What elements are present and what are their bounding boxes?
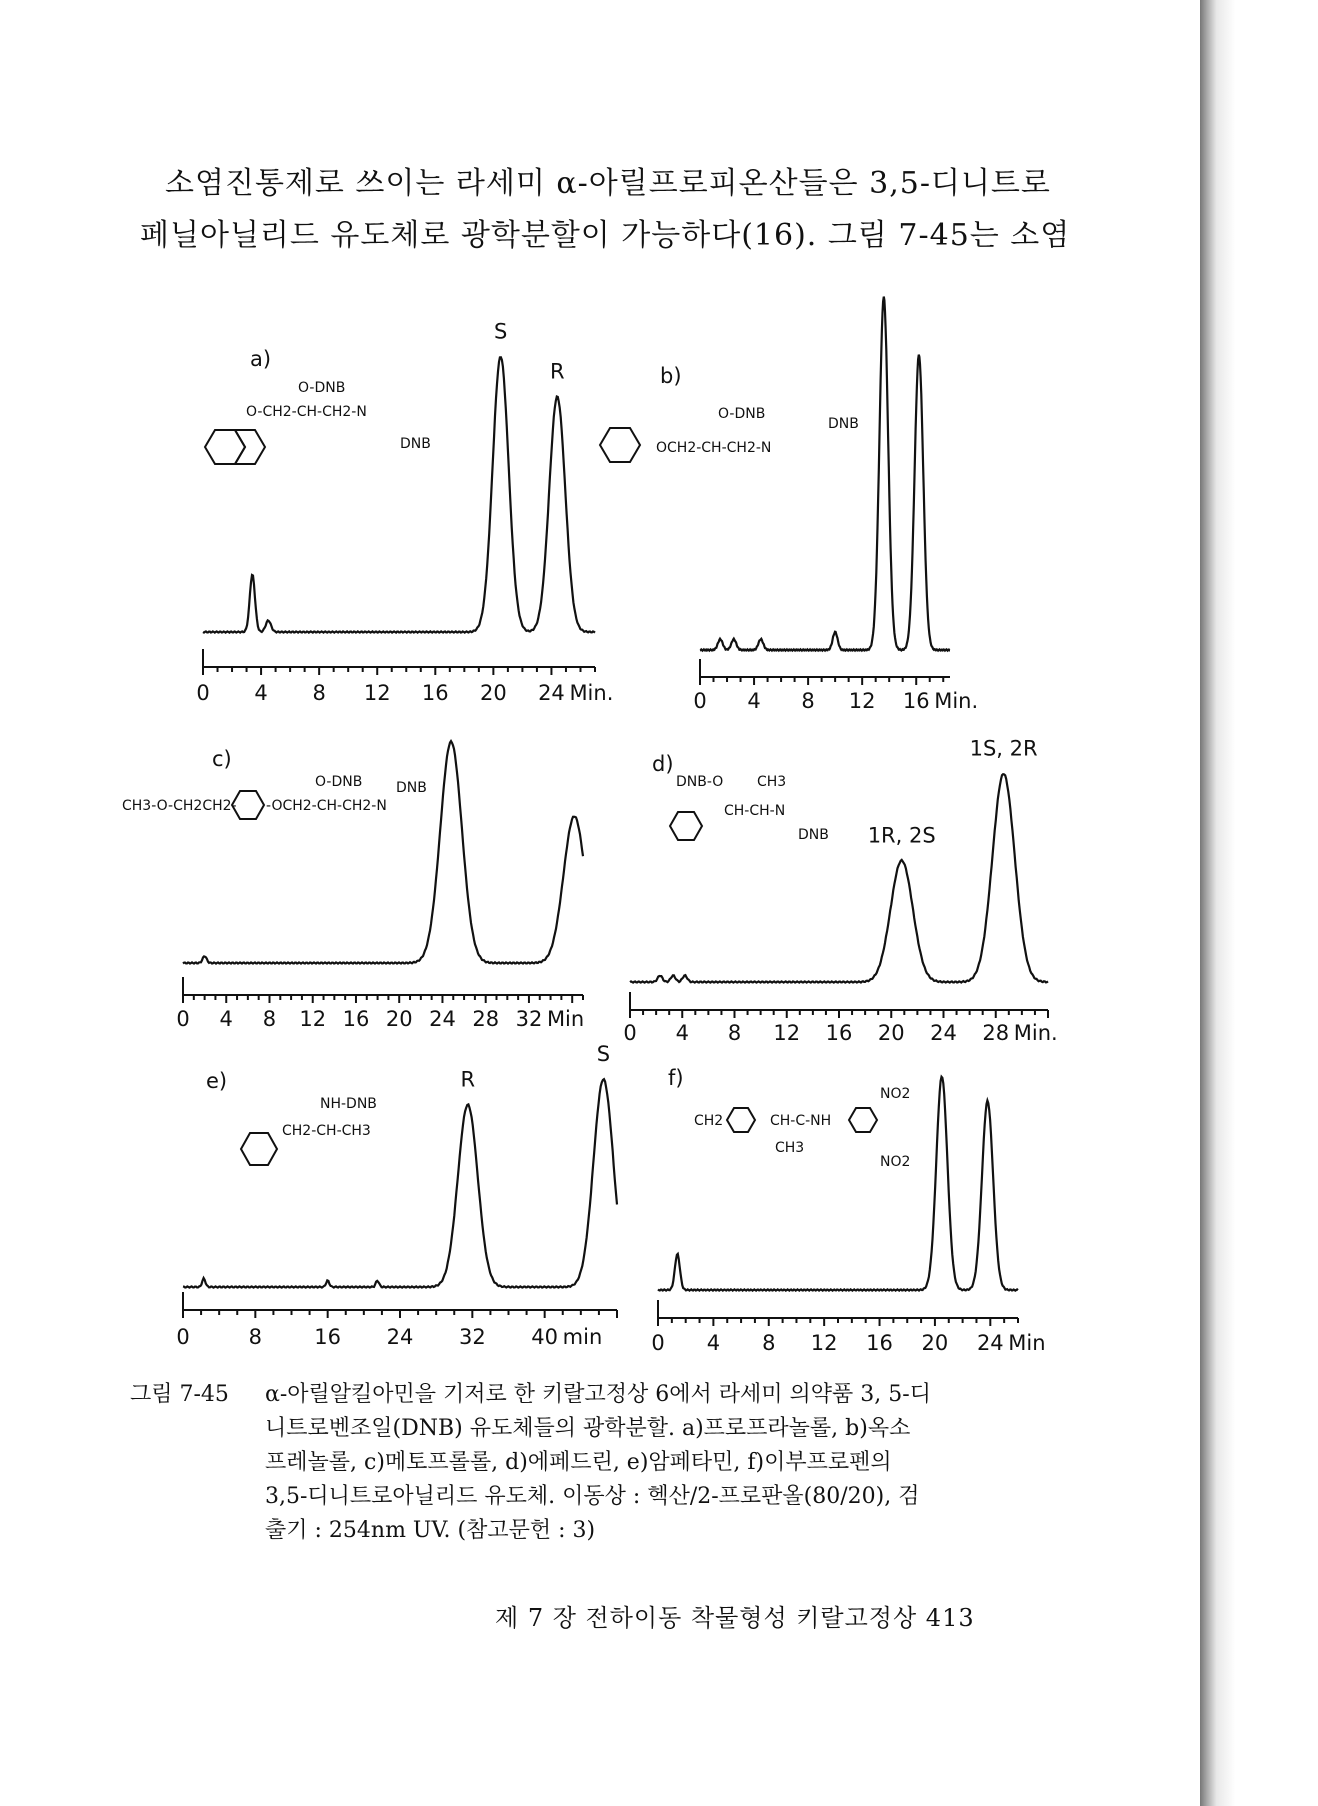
panel-a-structure: [205, 380, 431, 464]
panel-c-structure: [122, 774, 427, 819]
x-tick-label: 24: [976, 1331, 1004, 1355]
peak-label: 1R, 2S: [867, 823, 936, 848]
panel-f-chem-ch3: CH3: [775, 1140, 805, 1156]
intro-line-1: 소염진통제로 쓰이는 라세미 α-아릴프로피온산들은 3,5-디니트로: [165, 166, 1051, 201]
x-tick-label: 12: [363, 681, 391, 705]
panel-a-chem-sub: DNB: [400, 436, 431, 452]
page-edge-shadow: [1200, 0, 1318, 1806]
x-tick-label: 20: [385, 1007, 413, 1031]
panel-c-chem-top: O-DNB: [315, 774, 363, 790]
peak-label: 1S, 2R: [969, 736, 1038, 761]
x-tick-label: 8: [262, 1007, 277, 1031]
x-tick-label: 8: [801, 689, 815, 713]
panel-a-chem-chain: O-CH2-CH-CH2-N: [246, 404, 367, 420]
panel-d-chem-sub: DNB: [798, 827, 829, 843]
phenyl-ring-f2: [849, 1108, 877, 1132]
caption-line-1: α-아릴알킬아민을 기저로 한 키랄고정상 6에서 라세미 의약품 3, 5-디: [265, 1382, 931, 1407]
caption-line-4: 3,5-디니트로아닐리드 유도체. 이동상 : 헥산/2-프로판올(80/20), 검: [265, 1484, 920, 1509]
x-unit-label: Min: [1008, 1331, 1046, 1355]
panel-f-axis: [651, 1300, 1045, 1355]
x-tick-label: 0: [176, 1325, 190, 1349]
panel-b-chem-chain: OCH2-CH-CH2-N: [656, 440, 772, 456]
x-tick-label: 12: [773, 1021, 801, 1045]
panel-c-trace: [183, 741, 583, 964]
panel-e-axis: [176, 1292, 617, 1349]
x-tick-label: 28: [472, 1007, 500, 1031]
caption-label: 그림 7-45: [130, 1382, 229, 1407]
phenyl-ring-f1: [727, 1108, 755, 1132]
x-tick-label: 0: [623, 1021, 637, 1045]
x-unit-label: Min: [546, 1007, 585, 1031]
x-tick-label: 32: [515, 1007, 543, 1031]
x-unit-label: Min.: [569, 681, 614, 705]
x-tick-label: 8: [248, 1325, 263, 1349]
caption-body: [265, 1378, 1025, 1548]
panel-b-structure: [600, 406, 859, 462]
panel-b-label: b): [660, 364, 682, 388]
x-tick-label: 16: [342, 1007, 370, 1031]
panel-f-structure: [694, 1086, 910, 1170]
panel-c-chem-left: CH3-O-CH2CH2-: [122, 798, 237, 814]
panel-e-chem-chain: CH2-CH-CH3: [282, 1123, 371, 1139]
peak-label: S: [493, 319, 508, 344]
panel-c-label: c): [212, 747, 232, 771]
x-tick-label: 12: [848, 689, 876, 713]
panel-c-axis: [176, 977, 584, 1031]
panel-a-axis: [196, 649, 613, 705]
panel-d-chem-chain: CH-CH-N: [724, 803, 786, 819]
panel-a-label: a): [250, 347, 272, 371]
x-tick-label: 40: [531, 1325, 559, 1349]
peak-label: R: [460, 1067, 476, 1092]
panel-b-trace: [700, 297, 950, 651]
naphthalene-ring-2: [235, 430, 265, 464]
panel-c-chem-chain: -OCH2-CH-CH2-N: [266, 798, 387, 814]
x-tick-label: 4: [675, 1021, 689, 1045]
x-tick-label: 0: [176, 1007, 190, 1031]
benzene-ring: [600, 428, 640, 462]
panel-d-structure: [670, 774, 829, 843]
panel-f-chem-no2-bottom: NO2: [880, 1154, 911, 1170]
panel-d-chem-left: DNB-O: [676, 774, 724, 790]
x-tick-label: 28: [982, 1021, 1010, 1045]
caption-line-3: 프레놀롤, c)메토프롤롤, d)에페드린, e)암페타민, f)이부프로펜의: [265, 1450, 892, 1475]
panel-c: [122, 741, 584, 1031]
panel-a: [196, 319, 613, 705]
panel-d-label: d): [652, 752, 674, 776]
x-tick-label: 20: [480, 681, 507, 705]
x-tick-label: 8: [312, 681, 326, 705]
panel-d-chem-ch3: CH3: [757, 774, 787, 790]
x-unit-label: Min.: [1013, 1021, 1058, 1045]
x-tick-label: 24: [386, 1325, 414, 1349]
peak-label: S: [596, 1042, 611, 1067]
x-tick-label: 12: [299, 1007, 327, 1031]
x-tick-label: 0: [196, 681, 210, 705]
panel-c-chem-sub: DNB: [396, 780, 427, 796]
panel-e-label: e): [206, 1069, 228, 1093]
panel-b-chem-sub: DNB: [828, 416, 859, 432]
x-tick-label: 12: [810, 1331, 838, 1355]
panel-a-trace: [203, 357, 595, 632]
x-tick-label: 8: [727, 1021, 742, 1045]
x-tick-label: 4: [706, 1331, 721, 1355]
phenyl-ring: [232, 791, 264, 819]
intro-line-2: 페닐아닐리드 유도체로 광학분할이 가능하다(16). 그림 7-45는 소염: [140, 218, 1071, 253]
panel-b-chem-top: O-DNB: [718, 406, 766, 422]
panel-f: [651, 1066, 1045, 1355]
panel-f-trace: [658, 1077, 1018, 1291]
x-tick-label: 20: [877, 1021, 905, 1045]
phenyl-ring-d: [670, 812, 702, 840]
x-unit-label: Min.: [934, 689, 979, 713]
x-tick-label: 32: [458, 1325, 486, 1349]
x-unit-label: min: [562, 1325, 603, 1349]
x-tick-label: 24: [429, 1007, 456, 1031]
panel-b-axis: [693, 659, 978, 713]
panel-d-trace: [630, 774, 1048, 982]
x-tick-label: 16: [866, 1331, 893, 1355]
panel-d: [623, 737, 1057, 1045]
x-tick-label: 4: [747, 689, 761, 713]
panel-a-chem-top: O-DNB: [298, 380, 346, 396]
x-tick-label: 24: [930, 1021, 957, 1045]
phenyl-ring-e: [241, 1133, 277, 1165]
x-tick-label: 8: [762, 1331, 776, 1355]
peak-label: R: [549, 359, 565, 384]
panel-e-trace: [183, 1079, 617, 1287]
panel-f-label: f): [668, 1066, 684, 1090]
x-tick-label: 0: [651, 1331, 665, 1355]
panel-e-peak-labels: [461, 1042, 611, 1091]
panel-b: [600, 297, 978, 713]
x-tick-label: 16: [902, 689, 930, 713]
x-tick-label: 24: [538, 681, 565, 705]
x-tick-label: 4: [219, 1007, 233, 1031]
panel-f-chem-amide: CH-C-NH: [770, 1113, 832, 1129]
x-tick-label: 20: [921, 1331, 949, 1355]
panel-f-chem-no2-top: NO2: [880, 1086, 911, 1102]
x-tick-label: 0: [693, 689, 707, 713]
page-footer: 제 7 장 전하이동 착물형성 키랄고정상 413: [495, 1604, 975, 1632]
panel-d-axis: [623, 992, 1057, 1045]
panel-e-chem-top: NH-DNB: [320, 1096, 377, 1112]
caption-line-5: 출기 : 254nm UV. (참고문헌 : 3): [265, 1518, 596, 1543]
x-tick-label: 16: [825, 1021, 853, 1045]
panel-f-chem-ch2: CH2: [694, 1113, 724, 1129]
panel-e-structure: [241, 1096, 377, 1165]
x-tick-label: 16: [314, 1325, 342, 1349]
panel-e: [176, 1042, 617, 1349]
caption-line-2: 니트로벤조일(DNB) 유도체들의 광학분할. a)프로프라놀롤, b)옥소: [265, 1416, 911, 1441]
x-tick-label: 4: [254, 681, 268, 705]
x-tick-label: 16: [421, 681, 449, 705]
